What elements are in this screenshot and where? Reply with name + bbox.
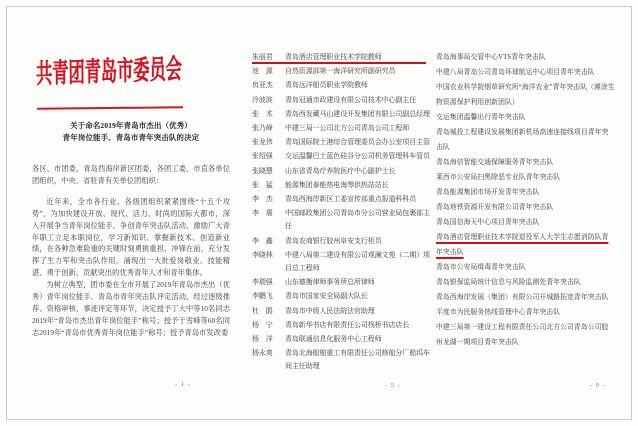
person-name: 李瑞强 — [252, 278, 273, 287]
person-organization: 青岛西发藏马山建设开发集团有限公司副总经理 — [285, 109, 430, 118]
person-name: 杨 洋 — [252, 335, 273, 344]
list-item — [252, 193, 434, 206]
list-item — [252, 347, 434, 373]
list-item — [252, 290, 434, 303]
body-paragraph: 近年来，全市各行业、各级团组织紧紧围绕“十五个攻势”，为加快建设开放、现代、活力、时尚的国际大都市，深入开展争当青年岗位能手、争创青年突击队活动，激励广大青年职工立足本职岗位，学习新知识、掌握新技术、创造新业绩，在各种急难险重的关键时刻勇挑重担、冲锋在前，充分发挥了生力军和突击队作用，涌现出一大批爱岗敬业、技能精湛、勇于创新、贡献突出的优秀青年人才和青年集体。 — [32, 197, 230, 278]
awardee-list-page — [252, 51, 434, 375]
person-organization: 交运温馨巴士蓝色硅谷分公司机务管理科车管员 — [285, 152, 430, 161]
list-item — [252, 122, 434, 135]
page-number: - 9 - — [590, 382, 606, 389]
person-organization: 山东省青岛疗养院医疗中心副护士长 — [285, 166, 396, 175]
person-organization: 能源集团泰能热电海琴供热站站长 — [285, 180, 389, 189]
team-entry: 青岛海信智能交通保障服务青年突击队 — [436, 159, 554, 166]
person-organization: 青岛北海船舶重工有限责任公司修船分厂船坞车间主任助理 — [285, 349, 430, 371]
list-item — [252, 79, 434, 92]
list-item — [252, 51, 434, 64]
list-item — [252, 249, 434, 275]
team-entry: 青岛城投工程建设发展集团新机场高速连接线项目青年突击队 — [436, 129, 609, 151]
list-item — [252, 108, 434, 121]
list-item — [252, 305, 434, 318]
person-name: 贠亚杰 — [252, 81, 273, 90]
team-entry: 平度市为民服务热线管理中心青年突击队 — [436, 309, 561, 316]
list-item — [252, 150, 434, 163]
person-organization: 青岛冠通市政建设有限公司技术中心副主任 — [285, 95, 417, 104]
body-paragraph-salutation: 各区、市团委，青岛西海岸新区团委，各团工委、市直各单位团组织，中央、省驻青有关单位团组织： — [32, 165, 230, 185]
list-item — [252, 94, 434, 107]
list-item — [252, 65, 434, 78]
page-number: - 5 - — [385, 382, 401, 389]
person-name: 张乃峰 — [252, 124, 273, 133]
person-name: 张 猛 — [252, 180, 273, 189]
person-name: 李鹏飞 — [252, 292, 273, 301]
body-paragraph: 为树立典型，团市委在全市开展了2019年青岛市杰出（优秀）青年岗位能手、青岛市青年突击队评定活动，经过逐级推荐、资格审核、事迹评定等环节，决定授予丁大中等10名同志2019年“青岛市杰出青年岗位能手”称号；授予于雪峰等60名同志2019年“青岛市优秀青年岗位能手”称号；授予青岛市发改委 — [32, 281, 230, 337]
person-organization: 自然资源部第一海洋研究所副研究员 — [285, 67, 396, 76]
team-entry: 青岛西海岸发展（集团）有限公司开城路拓宽青年突击队 — [436, 294, 609, 301]
document-title-line1: 关于命名2019年青岛市杰出（优秀） — [70, 121, 192, 130]
person-name: 李 鑫 — [252, 236, 273, 245]
red-divider-line — [37, 106, 183, 110]
team-entry: 莱西市公安局扫黑除恶专业队青年突击队 — [436, 174, 561, 181]
person-organization: 山东德衡律师事务所总所律师 — [285, 278, 375, 287]
team-entry: 青岛地铁资源开发有限公司青年突击队 — [436, 204, 554, 211]
person-name: 朱丽君 — [252, 53, 273, 61]
person-organization: 青岛酒店管理职业技术学院教师 — [285, 53, 382, 61]
team-entry: 中建八局青岛公司青岛环球航运中心项目青年突击队 — [436, 69, 595, 76]
document-title-line2: 青年岗位能手、青岛市青年突击队的决定 — [62, 133, 200, 142]
team-entry: 青岛酒店管理职业技术学院退役军人大学生志愿消防队青年突击队 — [436, 234, 609, 256]
page-number: - 1 - — [175, 381, 191, 388]
person-organization: 青岛西海岸新区工委宣传部重点报道科科员 — [285, 195, 417, 204]
list-item — [252, 207, 434, 233]
team-entry: 青岛能源集团市场开发青年突击队 — [436, 189, 540, 196]
person-name: 张绍强 — [252, 152, 273, 161]
person-name: 杨 宁 — [252, 320, 273, 329]
person-name: 杨永爽 — [252, 349, 273, 358]
team-entry: 中国农业科学院烟草研究所“海洋农业”青年突击队（滩涂生物资源保护利用创新团队） — [436, 84, 615, 106]
person-organization: 中建三局一公司北方公司青岛公司工程师 — [285, 124, 410, 133]
person-organization: 中建八局第二建设有限公司观澜文苑（二期）项目总工程师 — [285, 250, 430, 273]
list-item — [252, 276, 434, 289]
person-organization: 青岛联通信息化服务中心工程师 — [285, 335, 382, 344]
person-organization: 中国邮政集团公司青岛市分公司营业局包裹部主任 — [285, 209, 430, 231]
person-organization: 青岛远洋船员职业学院教师 — [285, 81, 368, 90]
team-entry: 中建三局第一建设工程有限责任公司北方公司青岛公司胶州龙湖一期项目青年突击队 — [436, 324, 609, 346]
team-entry: 青岛银保监局统计信息与风险监测处青年突击队 — [436, 279, 581, 286]
person-name: 李 杰 — [252, 195, 273, 204]
team-list-page — [436, 50, 615, 350]
person-name: 冷波滨 — [252, 95, 273, 104]
team-entry: 青岛海事局交管中心VTS青年突击队 — [436, 54, 546, 61]
team-entry: 青岛国信海天中心项目青年突击队 — [436, 219, 540, 226]
list-item — [252, 179, 434, 192]
document-body — [32, 164, 230, 340]
list-item — [252, 319, 434, 332]
person-name: 李晓林 — [252, 250, 273, 259]
team-entry: 交运集团温馨出行青年突击队 — [436, 114, 526, 121]
list-item — [252, 165, 434, 178]
list-item — [252, 333, 434, 346]
person-organization: 青岛市中级人民法院法官助理 — [285, 306, 375, 315]
document-title — [30, 120, 232, 144]
issuer-red-header: 共青团青岛市委员会 — [35, 53, 182, 89]
person-name: 张龙伟 — [252, 138, 273, 147]
list-item — [252, 136, 434, 149]
person-name: 李 震 — [252, 209, 273, 218]
list-item — [252, 235, 434, 248]
person-name: 杜 鹃 — [252, 306, 273, 315]
person-organization: 青岛新华书店有限责任公司栈桥书店店长 — [285, 320, 410, 329]
team-entry: 青岛市公安局缉毒青年突击队 — [436, 264, 526, 271]
person-organization: 青岛市国家安全局副大队长 — [285, 292, 368, 301]
person-name: 池 源 — [252, 67, 273, 76]
person-organization: 青岛国际院士港综合管理委员会办公室项目主管 — [285, 138, 430, 147]
person-organization: 青岛农商银行胶州阜安支行柜员 — [285, 236, 382, 245]
person-name: 张晓慧 — [252, 166, 273, 175]
person-name: 张 术 — [252, 109, 273, 118]
